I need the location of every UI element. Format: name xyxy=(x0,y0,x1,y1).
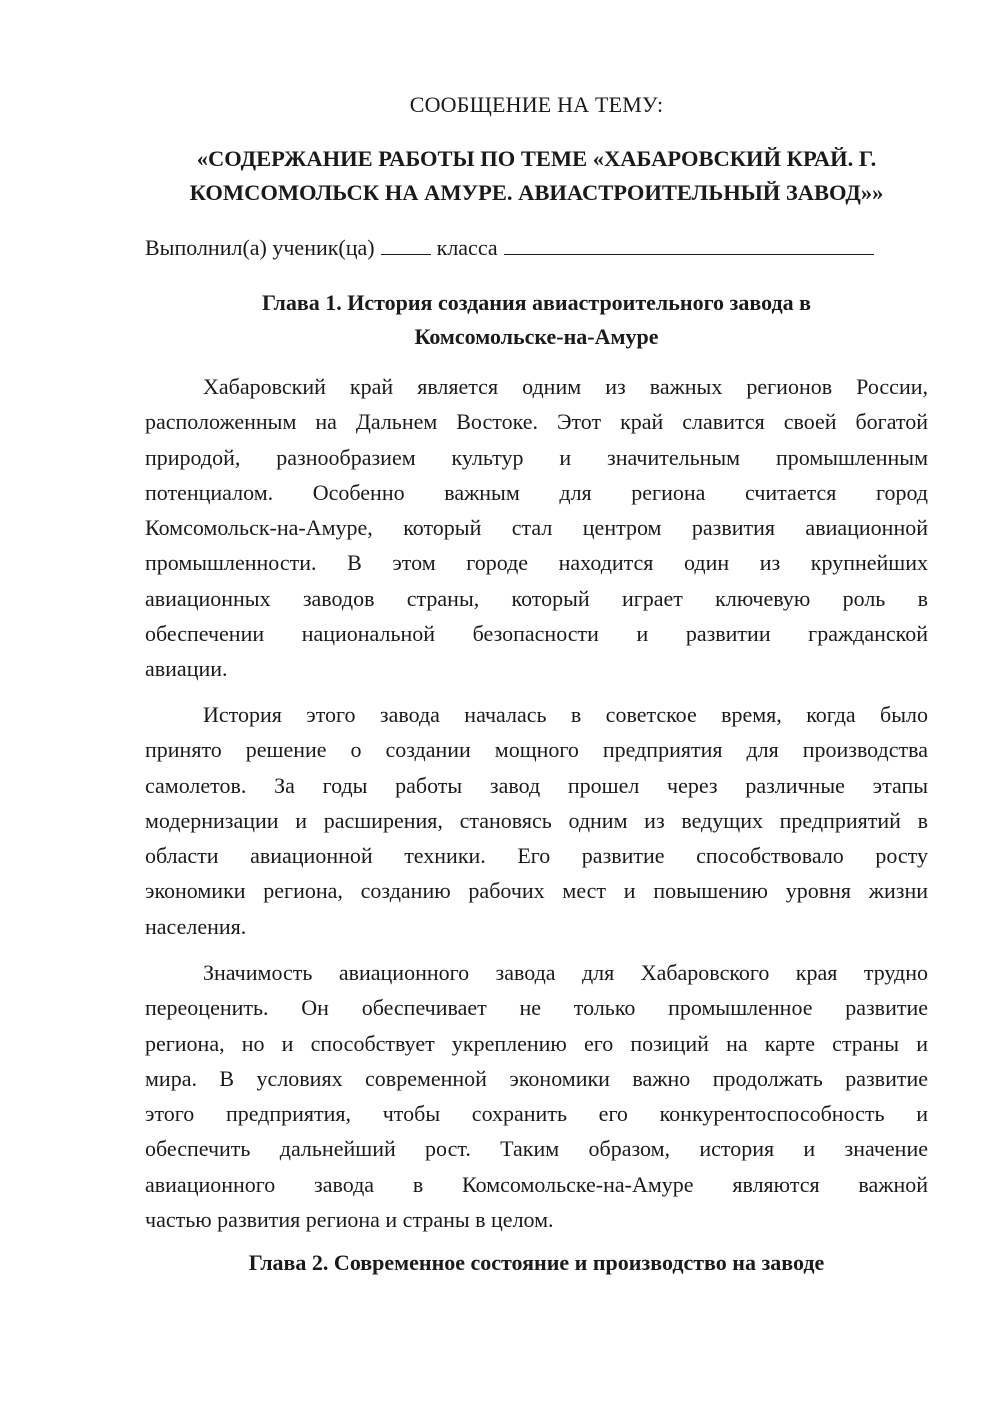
text-line: промышленности. В этом городе находится один из крупнейших xyxy=(145,550,928,576)
text-line: Комсомольск-на-Амуре, который стал центром развития авиационной xyxy=(145,515,928,541)
class-blank xyxy=(504,232,874,255)
text-line: авиационных заводов страны, который играет ключевую роль в xyxy=(145,585,928,611)
class-label: класса xyxy=(436,235,498,260)
text-line: Значимость авиационного завода для Хабаровского края трудно xyxy=(203,960,928,985)
grade-blank xyxy=(381,232,431,255)
text-line: модернизации и расширения, становясь одним из ведущих предприятий в xyxy=(145,807,928,833)
text-line: Хабаровский край является одним из важных регионов России, xyxy=(203,374,928,399)
text-line: обеспечить дальнейший рост. Таким образом, история и значение xyxy=(145,1136,928,1162)
text-line: расположенным на Дальнем Востоке. Этот край славится своей богатой xyxy=(145,409,928,435)
chapter-heading-line: Глава 1. История создания авиастроительного завода в xyxy=(262,290,811,315)
text-line: населения. xyxy=(145,913,247,939)
report-title xyxy=(145,142,928,210)
text-line: История этого завода началась в советское время, когда было xyxy=(203,702,928,727)
chapter-2-heading xyxy=(145,1246,928,1280)
paragraph-2 xyxy=(145,697,928,944)
text-line: региона, но и способствует укреплению его позиций на карте страны и xyxy=(145,1030,928,1056)
chapter-heading-line: Комсомольске-на-Амуре xyxy=(414,324,659,349)
author-label: Выполнил(а) ученик(ца) xyxy=(145,235,375,260)
text-line: этого предприятия, чтобы сохранить его конкурентоспособность и xyxy=(145,1101,928,1127)
text-line: области авиационной техники. Его развитие способствовало росту xyxy=(145,843,928,869)
text-line: обеспечении национальной безопасности и развитии гражданской xyxy=(145,621,928,647)
report-kicker: СООБЩЕНИЕ НА ТЕМУ: xyxy=(409,92,664,117)
text-line: потенциалом. Особенно важным для региона считается город xyxy=(145,479,928,505)
text-line: природой, разнообразием культур и значительным промышленным xyxy=(145,444,928,470)
report-title-line: «СОДЕРЖАНИЕ РАБОТЫ ПО ТЕМЕ «ХАБАРОВСКИЙ КРАЙ. Г. xyxy=(196,146,877,171)
text-line: авиационного завода в Комсомольске-на-Амуре являются важной xyxy=(145,1171,928,1197)
paragraph-1 xyxy=(145,369,928,687)
text-line: переоценить. Он обеспечивает не только промышленное развитие xyxy=(145,995,928,1021)
text-line: частью развития региона и страны в целом. xyxy=(145,1207,554,1233)
author-line xyxy=(145,232,928,263)
text-line: самолетов. За годы работы завод прошел через различные этапы xyxy=(145,772,928,798)
text-line: авиации. xyxy=(145,656,228,682)
text-line: экономики региона, созданию рабочих мест и повышению уровня жизни xyxy=(145,878,928,904)
report-title-line: КОМСОМОЛЬСК НА АМУРЕ. АВИАСТРОИТЕЛЬНЫЙ ЗАВОД»» xyxy=(189,180,884,205)
paragraph-3 xyxy=(145,955,928,1237)
text-line: мира. В условиях современной экономики важно продолжать развитие xyxy=(145,1065,928,1091)
chapter-1-heading xyxy=(145,286,928,354)
chapter-heading-line: Глава 2. Современное состояние и производство на заводе xyxy=(248,1250,825,1275)
text-line: принято решение о создании мощного предприятия для производства xyxy=(145,737,928,763)
